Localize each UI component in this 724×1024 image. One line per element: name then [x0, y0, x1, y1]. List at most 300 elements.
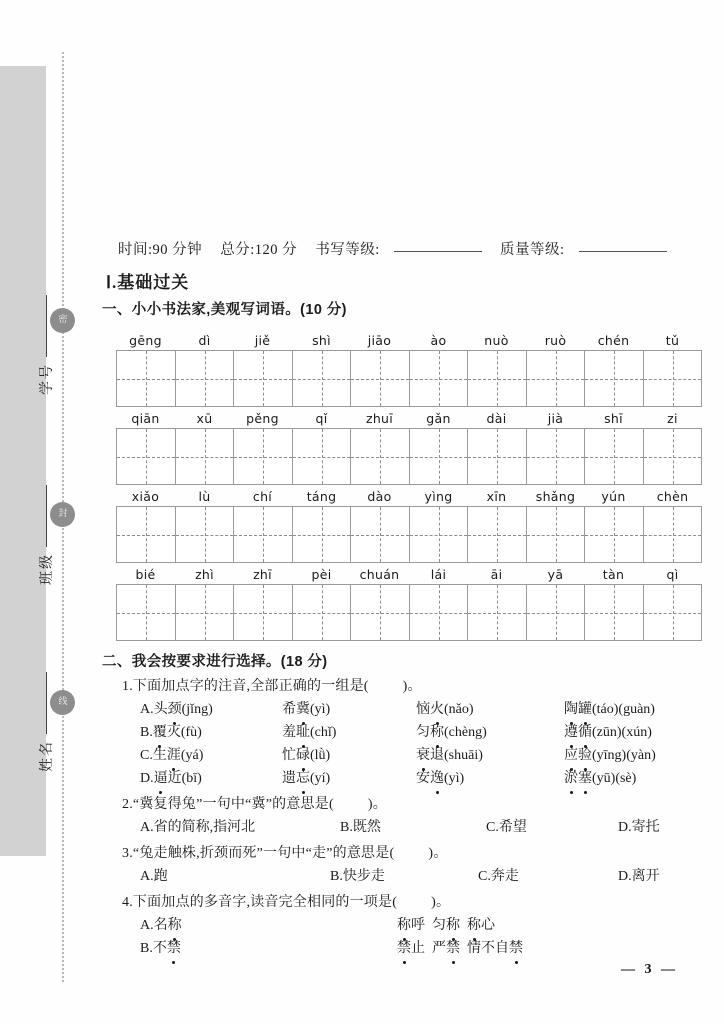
option-letter: B.: [340, 820, 353, 835]
tianzige-cell[interactable]: [526, 429, 584, 484]
writing-grid-row: [116, 332, 682, 410]
pinyin-syllable: shì: [312, 333, 331, 348]
part-title-text: 基础过关: [117, 273, 190, 292]
tianzige-cell[interactable]: [585, 351, 643, 406]
question-number: 1.: [122, 679, 133, 694]
emphasis-dot-char: 称: [430, 721, 444, 744]
pinyin-syllable: lái: [430, 567, 447, 582]
pinyin-syllable: ruò: [544, 333, 567, 348]
option-text: 既然: [352, 820, 381, 835]
pinyin-annotation: (nǎo): [444, 702, 474, 717]
option-item[interactable]: [416, 698, 564, 721]
pinyin-syllable: chén: [597, 333, 630, 348]
tianzige-cell[interactable]: [175, 351, 233, 406]
option-item[interactable]: [140, 914, 390, 937]
char: 匀: [432, 918, 446, 933]
tianzige-box[interactable]: [116, 584, 234, 641]
char: 情: [467, 941, 481, 956]
emphasis-dot-char: 陶: [564, 698, 578, 721]
pinyin-annotation: (fù): [180, 725, 202, 740]
question-stem: [122, 842, 696, 865]
emphasis-dot-char: 忘: [296, 767, 310, 790]
char: 希: [282, 702, 296, 717]
tianzige-box[interactable]: [350, 584, 468, 641]
option-item[interactable]: [416, 721, 564, 744]
pinyin-syllable: qì: [666, 567, 679, 582]
field-class-label: 班级: [38, 553, 54, 585]
emphasis-dot-char: 覆: [153, 721, 167, 744]
option-row[interactable]: [140, 816, 696, 839]
option-row[interactable]: [140, 744, 696, 767]
tianzige-cell[interactable]: [117, 585, 175, 640]
writing-word-block: [467, 410, 585, 485]
option-item[interactable]: [460, 914, 495, 937]
tianzige-box[interactable]: [584, 350, 702, 407]
option-text: 寄托: [631, 820, 660, 835]
quality-grade-blank[interactable]: [579, 251, 667, 252]
writing-word-block: [350, 410, 468, 485]
seal-stamp-feng: 封: [50, 502, 75, 527]
char: 心: [481, 918, 495, 933]
writing-word-block: [350, 566, 468, 641]
pinyin-annotation: (zūn)(xún): [592, 725, 652, 740]
pinyin-row: [233, 488, 351, 506]
option-letter: C.: [140, 748, 153, 763]
pinyin-annotation: (yá): [180, 748, 204, 763]
option-text: 跑: [153, 869, 168, 884]
field-student-id-blank[interactable]: [46, 295, 47, 357]
pinyin-syllable: qǐ: [315, 411, 328, 426]
tianzige-cell[interactable]: [585, 429, 643, 484]
pinyin-syllable: nuò: [484, 333, 509, 348]
pinyin-annotation: (táo)(guàn): [592, 702, 655, 717]
writing-word-block: [350, 332, 468, 407]
option-item[interactable]: [140, 937, 390, 960]
pinyin-row: [584, 410, 702, 428]
tianzige-cell[interactable]: [409, 429, 467, 484]
option-item[interactable]: [618, 816, 660, 839]
writing-word-block: [584, 566, 702, 641]
char: 自: [495, 941, 509, 956]
pinyin-row: [116, 332, 234, 350]
tianzige-cell[interactable]: [643, 507, 701, 562]
tianzige-box[interactable]: [467, 584, 585, 641]
pinyin-syllable: pèi: [311, 567, 332, 582]
question-text: 下面加点的多音字,读音完全相同的一项是(: [132, 895, 398, 910]
option-row[interactable]: [140, 914, 696, 937]
writing-word-block: [584, 410, 702, 485]
section1-heading: 一、小小书法家,美观写词语。(10 分): [102, 302, 347, 318]
tianzige-box[interactable]: [467, 506, 585, 563]
option-item[interactable]: [564, 698, 655, 721]
char: 匀: [416, 725, 430, 740]
option-letter: B.: [140, 941, 153, 956]
char: 不: [481, 941, 495, 956]
tianzige-cell[interactable]: [526, 351, 584, 406]
pinyin-annotation: (chèng): [444, 725, 487, 740]
exam-total-score: 总分:120 分: [220, 242, 298, 258]
tianzige-cell[interactable]: [175, 507, 233, 562]
tianzige-cell[interactable]: [292, 351, 350, 406]
pinyin-annotation: (yū)(sè): [592, 771, 637, 786]
tianzige-cell[interactable]: [526, 585, 584, 640]
part-separator: .: [112, 273, 118, 292]
emphasis-dot-char: 禁: [509, 937, 523, 960]
emphasis-dot-char: 遵: [564, 721, 578, 744]
tianzige-box[interactable]: [233, 506, 351, 563]
option-item[interactable]: [425, 914, 460, 937]
option-letter: A.: [140, 820, 154, 835]
writing-word-block: [467, 566, 585, 641]
tianzige-cell[interactable]: [468, 429, 526, 484]
tianzige-box[interactable]: [467, 350, 585, 407]
pinyin-syllable: zi: [667, 411, 678, 426]
tianzige-box[interactable]: [584, 584, 702, 641]
pinyin-syllable: chí: [252, 489, 273, 504]
pinyin-syllable: zhì: [195, 567, 214, 582]
option-text: 奔走: [490, 869, 519, 884]
tianzige-cell[interactable]: [351, 507, 409, 562]
question-text: 下面加点字的注音,全部正确的一组是(: [132, 679, 369, 694]
option-letter: C.: [486, 820, 499, 835]
option-text: 离开: [631, 869, 660, 884]
tianzige-cell[interactable]: [234, 585, 292, 640]
pinyin-syllable: pěng: [246, 411, 279, 426]
option-item[interactable]: [282, 698, 416, 721]
option-item[interactable]: [140, 767, 282, 790]
tianzige-cell[interactable]: [292, 429, 350, 484]
handwriting-grade-blank[interactable]: [394, 251, 482, 252]
tianzige-box[interactable]: [350, 428, 468, 485]
option-item[interactable]: [390, 937, 425, 960]
tianzige-box[interactable]: [116, 350, 234, 407]
option-row[interactable]: [140, 865, 696, 888]
tianzige-cell[interactable]: [643, 429, 701, 484]
pinyin-syllable: chèn: [656, 489, 689, 504]
option-letter: D.: [618, 820, 632, 835]
pinyin-syllable: xiǎo: [131, 489, 160, 504]
emphasis-dot-char: 称: [446, 914, 460, 937]
char: 安: [416, 771, 430, 786]
writing-word-block: [350, 488, 468, 563]
option-letter: D.: [140, 771, 154, 786]
pinyin-row: [584, 332, 702, 350]
tianzige-cell[interactable]: [409, 351, 467, 406]
writing-word-block: [467, 488, 585, 563]
pinyin-syllable: gēng: [129, 333, 162, 348]
tianzige-cell[interactable]: [117, 351, 175, 406]
char: 呼: [411, 918, 425, 933]
exam-content: [96, 0, 696, 1024]
part-numeral: Ⅰ: [106, 273, 113, 292]
pinyin-annotation: (yí): [310, 771, 331, 786]
emphasis-dot-char: 耻: [296, 721, 310, 744]
field-name[interactable]: [36, 662, 56, 782]
emphasis-dot-char: 逼: [154, 767, 168, 790]
pinyin-row: [233, 410, 351, 428]
option-letter: A.: [140, 918, 154, 933]
tianzige-cell[interactable]: [526, 507, 584, 562]
tianzige-cell[interactable]: [117, 507, 175, 562]
exam-header: [118, 238, 667, 259]
tianzige-cell[interactable]: [234, 507, 292, 562]
option-item[interactable]: [486, 816, 618, 839]
option-letter: B.: [330, 869, 343, 884]
tianzige-cell[interactable]: [351, 351, 409, 406]
tianzige-cell[interactable]: [351, 429, 409, 484]
emphasis-dot-char: 塞: [578, 767, 592, 790]
emphasis-dot-char: 禁: [446, 937, 460, 960]
pinyin-syllable: xīn: [486, 489, 507, 504]
pinyin-annotation: (bī): [181, 771, 202, 786]
pinyin-row: [233, 332, 351, 350]
tianzige-box[interactable]: [233, 350, 351, 407]
pinyin-syllable: yā: [547, 567, 564, 582]
pinyin-row: [233, 566, 351, 584]
pinyin-row: [467, 566, 585, 584]
writing-word-block: [467, 332, 585, 407]
emphasis-dot-char: 冀: [296, 698, 310, 721]
option-text: 快步走: [342, 869, 385, 884]
option-letter: A.: [140, 702, 154, 717]
pinyin-row: [467, 410, 585, 428]
option-item[interactable]: [140, 721, 282, 744]
tianzige-box[interactable]: [350, 350, 468, 407]
emphasis-dot-char: 逸: [430, 767, 444, 790]
writing-word-block: [116, 566, 234, 641]
part-title: [106, 268, 189, 293]
pinyin-annotation: (yì): [310, 702, 331, 717]
field-name-label: 姓名: [38, 740, 54, 772]
writing-word-block: [233, 410, 351, 485]
option-row[interactable]: [140, 721, 696, 744]
pinyin-syllable: táng: [306, 489, 337, 504]
tianzige-cell[interactable]: [409, 507, 467, 562]
field-student-id-label: 学号: [38, 363, 54, 395]
writing-word-block: [584, 332, 702, 407]
pinyin-syllable: bié: [135, 567, 156, 582]
tianzige-cell[interactable]: [468, 585, 526, 640]
writing-grid-row: [116, 488, 689, 566]
tianzige-cell[interactable]: [643, 585, 701, 640]
pinyin-annotation: (chǐ): [310, 725, 337, 740]
tianzige-box[interactable]: [584, 506, 702, 563]
field-class[interactable]: [36, 475, 56, 595]
tianzige-box[interactable]: [467, 428, 585, 485]
seal-stamp-xian: 线: [50, 690, 75, 715]
pinyin-row: [116, 488, 234, 506]
tianzige-cell[interactable]: [175, 429, 233, 484]
pinyin-syllable: gǎn: [426, 411, 451, 426]
tianzige-cell[interactable]: [585, 507, 643, 562]
char: 遗: [282, 771, 296, 786]
option-item[interactable]: [282, 721, 416, 744]
char: 羞: [282, 725, 296, 740]
emphasis-dot-char: 碌: [296, 744, 310, 767]
pinyin-syllable: zhuī: [365, 411, 394, 426]
pinyin-annotation: (yīng)(yàn): [592, 748, 656, 763]
pinyin-syllable: ào: [430, 333, 447, 348]
option-item[interactable]: [416, 744, 564, 767]
tianzige-cell[interactable]: [468, 507, 526, 562]
option-item[interactable]: [460, 937, 523, 960]
pinyin-row: [467, 332, 585, 350]
question-number: 2.: [122, 797, 133, 812]
quality-grade-label: 质量等级:: [499, 242, 565, 258]
option-text: 希望: [498, 820, 527, 835]
char: 名: [153, 918, 168, 933]
char: 严: [432, 941, 446, 956]
tianzige-box[interactable]: [350, 506, 468, 563]
field-student-id[interactable]: [36, 285, 56, 405]
writing-grid-row: [116, 566, 682, 644]
emphasis-dot-char: 验: [578, 744, 592, 767]
writing-word-block: [233, 332, 351, 407]
option-item[interactable]: [340, 816, 486, 839]
tianzige-cell[interactable]: [234, 351, 292, 406]
option-row[interactable]: [140, 698, 696, 721]
tianzige-cell[interactable]: [409, 585, 467, 640]
emphasis-dot-char: 罐: [578, 698, 592, 721]
option-item[interactable]: [140, 865, 330, 888]
tianzige-cell[interactable]: [468, 351, 526, 406]
pinyin-row: [350, 332, 468, 350]
option-item[interactable]: [564, 744, 656, 767]
option-item[interactable]: [564, 721, 652, 744]
pinyin-syllable: dài: [486, 411, 507, 426]
option-row[interactable]: [140, 937, 696, 960]
writing-word-block: [233, 488, 351, 563]
char: 止: [411, 941, 425, 956]
char: 头: [153, 702, 168, 717]
option-letter: D.: [618, 869, 632, 884]
tianzige-box[interactable]: [116, 506, 234, 563]
question-text-tail: )。: [428, 846, 448, 861]
emphasis-dot-char: 涯: [167, 744, 181, 767]
tianzige-cell[interactable]: [643, 351, 701, 406]
tianzige-box[interactable]: [116, 428, 234, 485]
writing-word-block: [116, 410, 234, 485]
option-item[interactable]: [140, 698, 282, 721]
pinyin-syllable: lù: [198, 489, 211, 504]
question-stem: [122, 891, 696, 914]
emphasis-dot-char: 称: [168, 914, 182, 937]
pinyin-row: [350, 566, 468, 584]
emphasis-dot-char: 颈: [168, 698, 182, 721]
pinyin-annotation: (jǐng): [181, 702, 213, 717]
option-letter: C.: [478, 869, 491, 884]
option-item[interactable]: [140, 816, 340, 839]
pinyin-syllable: jiāo: [367, 333, 392, 348]
question-text-tail: )。: [431, 895, 451, 910]
emphasis-dot-char: 循: [578, 721, 592, 744]
option-item[interactable]: [564, 767, 636, 790]
emphasis-dot-char: 称: [397, 914, 411, 937]
pinyin-syllable: tàn: [602, 567, 625, 582]
option-item[interactable]: [330, 865, 478, 888]
tianzige-box[interactable]: [584, 428, 702, 485]
handwriting-grade-label: 书写等级:: [315, 242, 380, 258]
emphasis-dot-char: 火: [430, 698, 444, 721]
tianzige-cell[interactable]: [117, 429, 175, 484]
field-name-blank[interactable]: [46, 672, 47, 734]
writing-grid: [116, 332, 689, 644]
question-stem: [122, 675, 696, 698]
char: 生: [152, 748, 167, 763]
option-item[interactable]: [425, 937, 460, 960]
question-list: [102, 672, 696, 960]
question-number: 4.: [122, 895, 133, 910]
pinyin-syllable: qiān: [131, 411, 160, 426]
option-item[interactable]: [140, 744, 282, 767]
pinyin-row: [584, 488, 702, 506]
option-row[interactable]: [140, 767, 696, 790]
question-text-tail: )。: [402, 679, 422, 694]
option-item[interactable]: [282, 767, 416, 790]
tianzige-cell[interactable]: [175, 585, 233, 640]
tianzige-cell[interactable]: [292, 507, 350, 562]
option-text: 省的简称,指河北: [153, 820, 256, 835]
pinyin-row: [350, 410, 468, 428]
tianzige-cell[interactable]: [351, 585, 409, 640]
writing-word-block: [584, 488, 702, 563]
tianzige-box[interactable]: [233, 428, 351, 485]
char: 恼: [416, 702, 430, 717]
option-item[interactable]: [390, 914, 425, 937]
seal-stamp-mi: 密: [50, 308, 75, 333]
pinyin-syllable: dì: [198, 333, 211, 348]
option-item[interactable]: [618, 865, 660, 888]
pinyin-row: [116, 410, 234, 428]
char: 忙: [282, 748, 296, 763]
pinyin-syllable: chuán: [359, 567, 400, 582]
tianzige-cell[interactable]: [292, 585, 350, 640]
option-letter: B.: [140, 725, 153, 740]
pinyin-syllable: xū: [196, 411, 213, 426]
pinyin-syllable: āi: [490, 567, 503, 582]
field-class-blank[interactable]: [46, 485, 47, 547]
option-item[interactable]: [282, 744, 416, 767]
question-stem: [122, 793, 696, 816]
pinyin-annotation: (shuāi): [444, 748, 483, 763]
char: 退: [430, 748, 444, 763]
pinyin-row: [350, 488, 468, 506]
emphasis-dot-char: 称: [467, 914, 481, 937]
pinyin-syllable: yìng: [424, 489, 453, 504]
question-number: 3.: [122, 846, 133, 861]
pinyin-row: [584, 566, 702, 584]
tianzige-cell[interactable]: [585, 585, 643, 640]
char: 近: [167, 771, 182, 786]
option-item[interactable]: [478, 865, 618, 888]
pinyin-syllable: tǔ: [665, 333, 680, 348]
writing-word-block: [116, 488, 234, 563]
emphasis-dot-char: 淤: [564, 767, 578, 790]
pinyin-syllable: zhī: [253, 567, 272, 582]
emphasis-dot-char: 衰: [416, 744, 430, 767]
pinyin-annotation: (yì): [444, 771, 465, 786]
option-item[interactable]: [416, 767, 564, 790]
emphasis-dot-char: 禁: [167, 937, 181, 960]
pinyin-syllable: shǎng: [535, 489, 576, 504]
pinyin-syllable: yún: [601, 489, 626, 504]
pinyin-row: [116, 566, 234, 584]
writing-word-block: [233, 566, 351, 641]
tianzige-cell[interactable]: [234, 429, 292, 484]
page-number: — 3 —: [621, 962, 678, 977]
option-letter: A.: [140, 869, 154, 884]
tianzige-box[interactable]: [233, 584, 351, 641]
